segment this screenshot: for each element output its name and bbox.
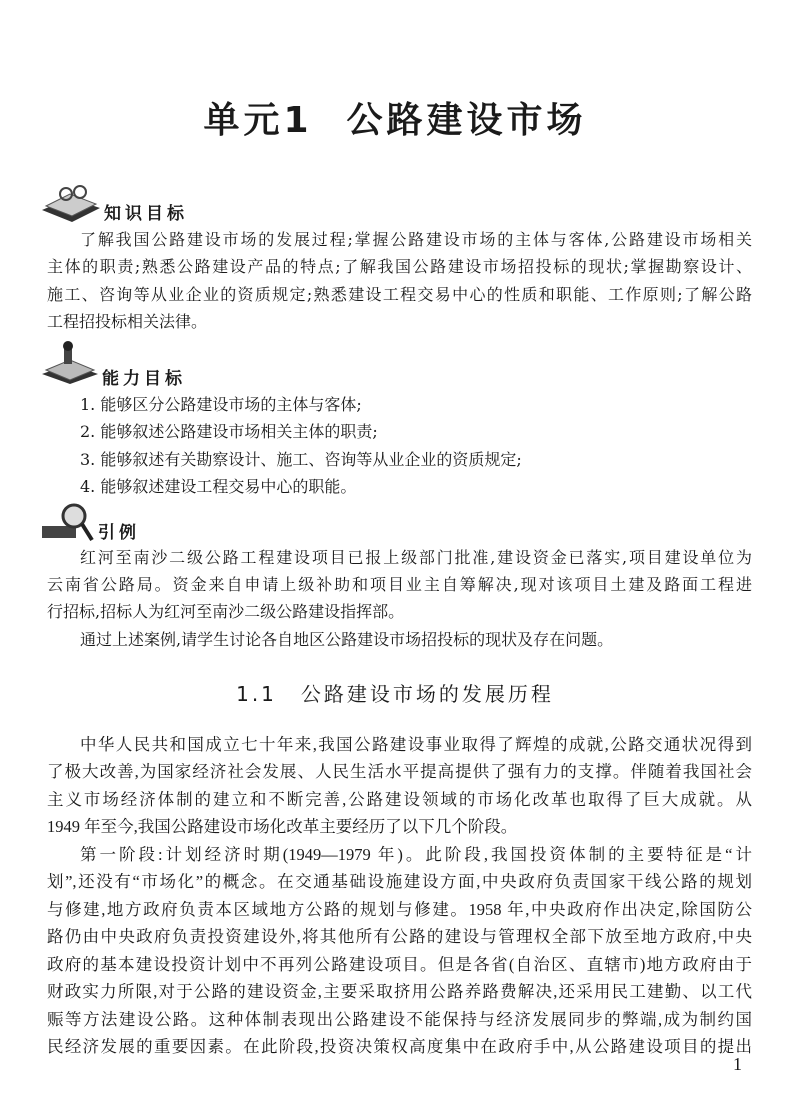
ability-item: 4. 能够叙述建设工程交易中心的职能。 bbox=[80, 477, 357, 496]
body-line: 民经济发展的重要因素。在此阶段,投资决策权高度集中在政府手中,从公路建设项目的提出 bbox=[47, 1037, 752, 1056]
unit-number: 单元1 bbox=[203, 100, 313, 141]
example-heading: 引例 bbox=[98, 523, 140, 543]
body-line: 与修建,地方政府负责本区域地方公路的规划与修建。1958 年,中央政府作出决定,除国防公 bbox=[47, 900, 752, 919]
section-number: 1.1 bbox=[236, 682, 277, 706]
body-line: 了极大改善,为国家经济社会发展、人民生活水平提高提供了强有力的支撑。伴随着我国社会 bbox=[47, 762, 752, 781]
body-line: 赈等方法建设公路。这种体制表现出公路建设不能保持与经济发展同步的弊端,成为制约国 bbox=[47, 1010, 752, 1029]
section-title: 公路建设市场的发展历程 bbox=[300, 682, 554, 706]
unit-title: 公路建设市场 bbox=[346, 100, 587, 141]
body-line: 1949 年至今,我国公路建设市场化改革主要经历了以下几个阶段。 bbox=[47, 817, 518, 836]
ability-item: 2. 能够叙述公路建设市场相关主体的职责; bbox=[80, 422, 378, 441]
knowledge-line: 施工、咨询等从业企业的资质规定;熟悉建设工程交易中心的性质和职能、工作原则;了解公路 bbox=[47, 285, 752, 304]
knowledge-line: 主体的职责;熟悉公路建设产品的特点;了解我国公路建设市场招投标的现状;掌握勘察设计、 bbox=[47, 257, 752, 276]
example-line: 云南省公路局。资金来自申请上级补助和项目业主自筹解决,现对该项目土建及路面工程进 bbox=[47, 575, 752, 594]
body-line: 路仍由中央政府负责投资建设外,将其他所有公路的建设与管理权全部下放至地方政府,中央 bbox=[47, 927, 752, 946]
microscope-books-icon bbox=[40, 340, 100, 386]
example-line: 行招标,招标人为红河至南沙二级公路建设指挥部。 bbox=[47, 602, 405, 621]
body-line: 划”,还没有“市场化”的概念。在交通基础设施建设方面,中央政府负责国家干线公路的规划 bbox=[47, 872, 752, 891]
ability-item: 3. 能够叙述有关勘察设计、施工、咨询等从业企业的资质规定; bbox=[80, 450, 522, 469]
body-line: 中华人民共和国成立七十年来,我国公路建设事业取得了辉煌的成就,公路交通状况得到 bbox=[80, 735, 752, 754]
body-line: 主义市场经济体制的建立和不断完善,公路建设领域的市场化改革也取得了巨大成就。从 bbox=[47, 790, 752, 809]
knowledge-line: 工程招投标相关法律。 bbox=[47, 312, 208, 331]
section-heading bbox=[0, 678, 790, 707]
body-line: 财政实力所限,对于公路的建设资金,主要采取挤用公路养路费解决,还采用民工建勤、以工代 bbox=[47, 982, 752, 1001]
example-line: 通过上述案例,请学生讨论各自地区公路建设市场招投标的现状及存在问题。 bbox=[80, 630, 614, 649]
magnifier-icon bbox=[40, 500, 96, 544]
knowledge-heading: 知识目标 bbox=[104, 204, 188, 224]
body-line: 第一阶段:计划经济时期(1949—1979 年)。此阶段,我国投资体制的主要特征是“计 bbox=[80, 845, 752, 864]
example-line: 红河至南沙二级公路工程建设项目已报上级部门批准,建设资金已落实,项目建设单位为 bbox=[80, 548, 752, 567]
book-glasses-icon bbox=[40, 180, 102, 224]
knowledge-line: 了解我国公路建设市场的发展过程;掌握公路建设市场的主体与客体,公路建设市场相关 bbox=[80, 230, 752, 249]
body-line: 政府的基本建设投资计划中不再列公路建设项目。但是各省(自治区、直辖市)地方政府由于 bbox=[47, 955, 752, 974]
page-title bbox=[0, 92, 790, 143]
page-number: 1 bbox=[733, 1054, 742, 1074]
ability-heading: 能力目标 bbox=[102, 369, 186, 389]
ability-item: 1. 能够区分公路建设市场的主体与客体; bbox=[80, 395, 362, 414]
